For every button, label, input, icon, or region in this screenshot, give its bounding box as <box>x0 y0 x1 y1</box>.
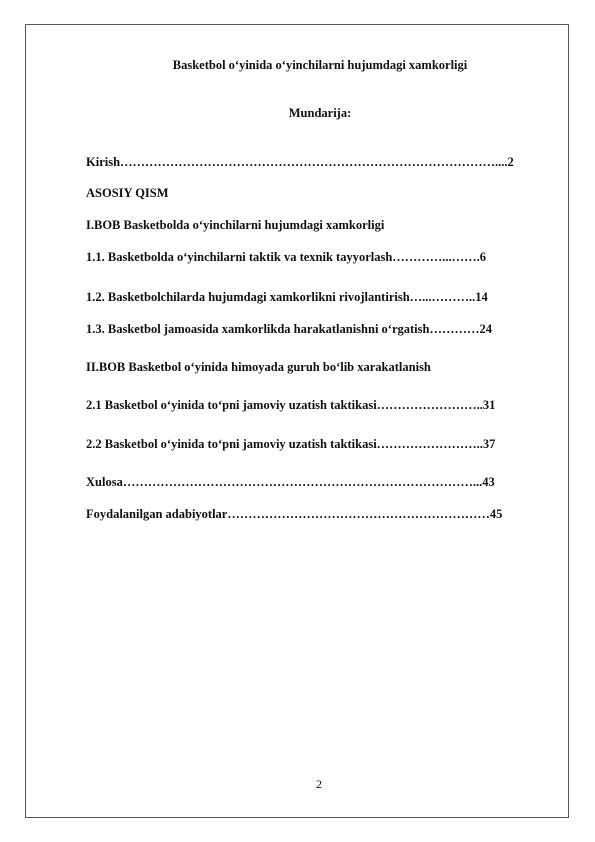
toc-entry-1-2: 1.2. Basketbolchilarda hujumdagi xamkorlikni rivojlantirish…...………..14 <box>86 290 488 304</box>
toc-entry-1-1: 1.1. Basketbolda o‘yinchilarni taktik va texnik tayyorlash…………...…….6 <box>86 250 487 264</box>
toc-entry-2-2: 2.2 Basketbol o‘yinida to‘pni jamoviy uzatish taktikasi……………………..37 <box>86 437 496 451</box>
toc-entry-conclusion: Xulosa…………………………………………………………………………...43 <box>86 475 495 489</box>
document-title: Basketbol o‘yinida o‘yinchilarni hujumdagi xamkorligi <box>172 58 468 72</box>
toc-entry-references: Foydalanilgan adabiyotlar………………………………………………………45 <box>86 507 503 521</box>
toc-entry-introduction: Kirish………………………………………………………………………………....2 <box>86 155 514 169</box>
toc-chapter-1: I.BOB Basketbolda o‘yinchilarni hujumdagi xamkorligi <box>86 218 385 232</box>
toc-entry-2-1: 2.1 Basketbol o‘yinida to‘pni jamoviy uzatish taktikasi……………………..31 <box>86 398 496 412</box>
toc-chapter-2: II.BOB Basketbol o‘yinida himoyada guruh bo‘lib xarakatlanish <box>86 360 431 374</box>
contents-heading: Mundarija: <box>288 106 352 120</box>
toc-entry-1-3: 1.3. Basketbol jamoasida xamkorlikda harakatlanishni o‘rgatish…………24 <box>86 322 492 336</box>
page-number: 2 <box>316 777 322 791</box>
page-border <box>25 24 569 818</box>
toc-section-main-part: ASOSIY QISM <box>86 186 169 200</box>
